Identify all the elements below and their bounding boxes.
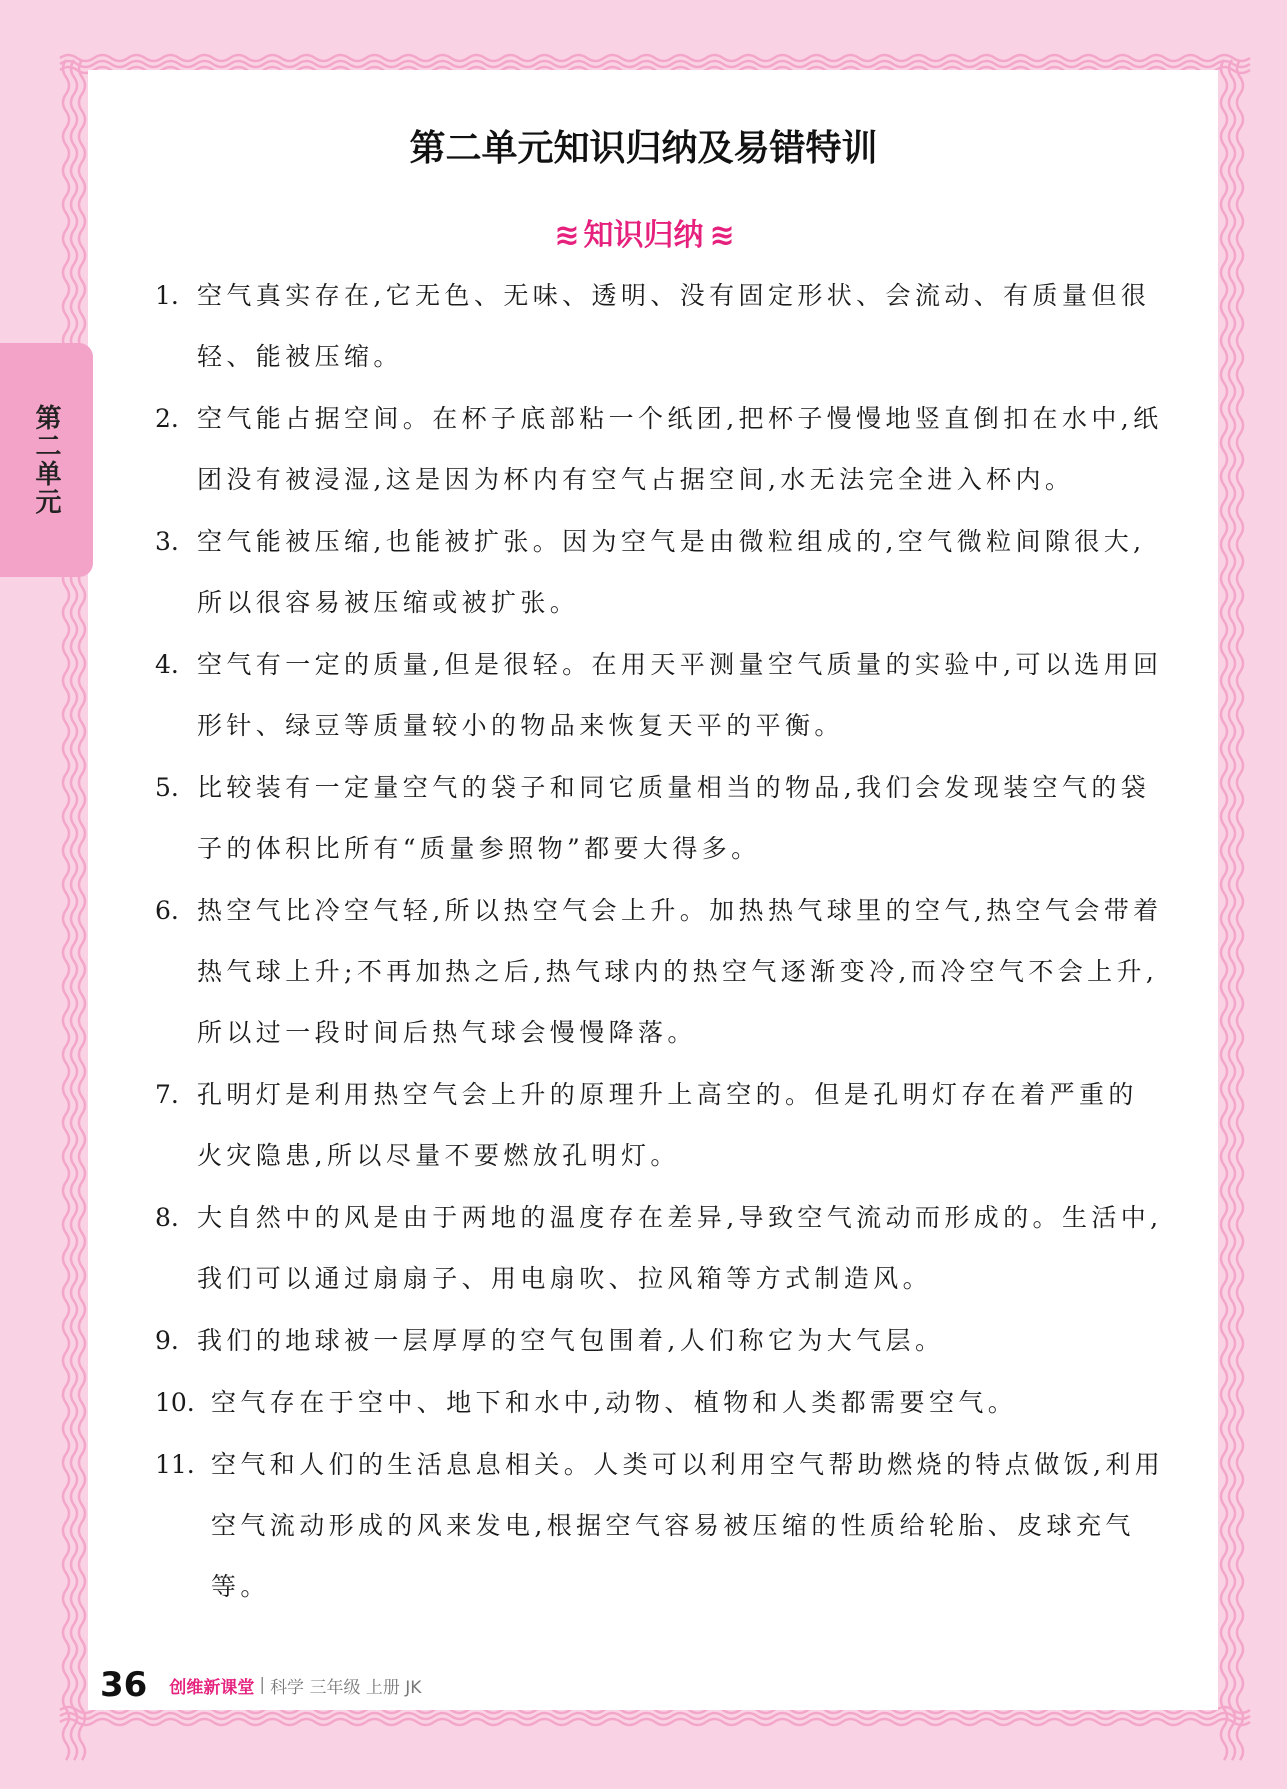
list-item-number: 8. — [155, 1203, 179, 1232]
list-item-number: 6. — [155, 896, 179, 925]
list-item-number: 1. — [155, 281, 179, 310]
wave-decoration-right: ≋ — [709, 218, 733, 253]
list-item-text: 空气存在于空中、地下和水中,动物、植物和人类都需要空气。 — [211, 1388, 1018, 1417]
list-item-text: 孔明灯是利用热空气会上升的原理升上高空的。但是孔明灯存在着严重的火灾隐患,所以尽量不要燃放孔明灯。 — [197, 1080, 1138, 1170]
list-item-text: 空气真实存在,它无色、无味、透明、没有固定形状、会流动、有质量但很轻、能被压缩。 — [197, 281, 1151, 371]
wave-decoration-left: ≋ — [554, 218, 578, 253]
list-item — [155, 1064, 1165, 1186]
list-item-text: 比较装有一定量空气的袋子和同它质量相当的物品,我们会发现装空气的袋子的体积比所有“质量参照物”都要大得多。 — [197, 773, 1151, 863]
list-item-number: 4. — [155, 650, 179, 679]
list-item — [155, 1372, 1165, 1433]
list-item-text: 热空气比冷空气轻,所以热空气会上升。加热热气球里的空气,热空气会带着热气球上升;不再加热之后,热气球内的热空气逐渐变冷,而冷空气不会上升,所以过一段时间后热气球会慢慢降落。 — [197, 896, 1163, 1047]
book-info: 科学 三年级 上册 JK — [270, 1677, 422, 1698]
list-item-number: 10. — [155, 1388, 195, 1417]
page-number: 36 — [100, 1665, 148, 1705]
page-footer — [100, 1660, 421, 1710]
list-item-text: 空气有一定的质量,但是很轻。在用天平测量空气质量的实验中,可以选用回形针、绿豆等质量较小的物品来恢复天平的平衡。 — [197, 650, 1163, 740]
list-item-number: 11. — [155, 1450, 195, 1479]
brand-name: 创维新课堂 — [169, 1677, 255, 1698]
list-item-number: 7. — [155, 1080, 179, 1109]
section-heading-label: 知识归纳 — [583, 218, 704, 253]
footer-separator: | — [259, 1675, 266, 1695]
page-title: 第二单元知识归纳及易错特训 — [409, 128, 878, 169]
list-item-text: 空气能被压缩,也能被扩张。因为空气是由微粒组成的,空气微粒间隙很大,所以很容易被压缩或被扩张。 — [197, 527, 1146, 617]
list-item-number: 5. — [155, 773, 179, 802]
list-item-text: 空气和人们的生活息息相关。人类可以利用空气帮助燃烧的特点做饭,利用空气流动形成的风来发电,根据空气容易被压缩的性质给轮胎、皮球充气等。 — [211, 1450, 1165, 1601]
list-item-text: 我们的地球被一层厚厚的空气包围着,人们称它为大气层。 — [197, 1326, 945, 1355]
list-item — [155, 634, 1165, 756]
list-item — [155, 511, 1165, 633]
list-item — [155, 1310, 1165, 1371]
list-item — [155, 757, 1165, 879]
list-item-text: 大自然中的风是由于两地的温度存在差异,导致空气流动而形成的。生活中,我们可以通过扇扇子、用电扇吹、拉风箱等方式制造风。 — [197, 1203, 1163, 1293]
list-item — [155, 880, 1165, 1063]
list-item-number: 2. — [155, 404, 179, 433]
list-item — [155, 1434, 1165, 1617]
list-item — [155, 388, 1165, 510]
list-item-number: 3. — [155, 527, 179, 556]
list-item-number: 9. — [155, 1326, 179, 1355]
list-item — [155, 265, 1165, 387]
unit-side-tab-label: 第二单元 — [31, 404, 61, 516]
list-item — [155, 1187, 1165, 1309]
list-item-text: 空气能占据空间。在杯子底部粘一个纸团,把杯子慢慢地竖直倒扣在水中,纸团没有被浸湿,这是因为杯内有空气占据空间,水无法完全进入杯内。 — [197, 404, 1163, 494]
